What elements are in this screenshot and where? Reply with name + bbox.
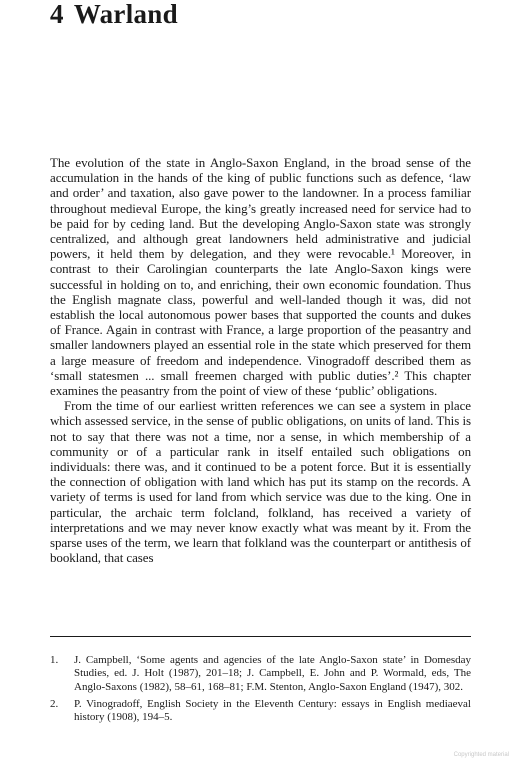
footnote-2 [50,698,471,725]
copyright-watermark: Copyrighted material [453,752,509,758]
footnote-rule [50,636,471,637]
footnotes [50,654,471,728]
footnote-text: P. Vinogradoff, English Society in the Eleventh Century: essays in English mediaeval history (1908), 194–5. [74,697,471,724]
paragraph-1: The evolution of the state in Anglo-Saxon England, in the broad sense of the accumulation in the hands of the king of public functions such as defence, ‘law and order’ and taxation, also gave power to the landowner. In a process familiar throughout medieval Europe, the king’s greatly increased need for service had to be paid for by ceding land. But the developing Anglo-Saxon state was strongly centralized, and although great landowners held administrative and judicial powers, it held them by delegation, and they were revocable.¹ Moreover, in contrast to their Carolingian counterparts the late Anglo-Saxon kings were successful in holding on to, and enriching, their own economic foundation. Thus the English magnate class, powerful and well-landed though it was, did not establish the local autonomous power bases that supported the counts and dukes of France. Again in contrast with France, a large proportion of the peasantry and smaller landowners played an essential role in the state which preserved for them a large measure of freedom and independence. Vinogradoff described them as ‘small statesmen ... small freemen charged with public duties’.² This chapter examines the peasantry from the point of view of these ‘public’ obligations. [50,155,471,399]
footnote-number: 1. [50,654,59,666]
footnote-text: J. Campbell, ‘Some agents and agencies of the late Anglo-Saxon state’ in Domesday Studies, ed. J. Holt (1987), 201–18; J. Campbell, E. John and P. Wormald, eds, The Anglo-Saxons (1982), 58–61, 168–81; F.M. Stenton, Anglo-Saxon England (1947), 302. [74,654,471,693]
paragraph-2: From the time of our earliest written references we can see a system in place which assessed service, in the sense of public obligations, on units of land. This is not to say that there was not a time, nor a sense, in which membership of a community or of a particular rank in itself entailed such obligations on individuals: there was, and it continued to be a potent force. But it is essentially the connection of obligation with land which has put its stamp on the records. A variety of terms is used for land from which service was due to the king. One in particular, the archaic term folcland, folkland, has received a variety of interpretations and we may never know exactly what was meant by it. From the sparse uses of the term, we learn that folkland was the counterpart or antithesis of bookland, that cases [50,398,471,566]
chapter-number: 4 [50,0,64,29]
chapter-title: Warland [73,0,178,29]
chapter-heading [50,0,178,30]
footnote-number: 2. [50,697,59,710]
body-text [50,155,471,565]
footnote-1 [50,654,471,694]
